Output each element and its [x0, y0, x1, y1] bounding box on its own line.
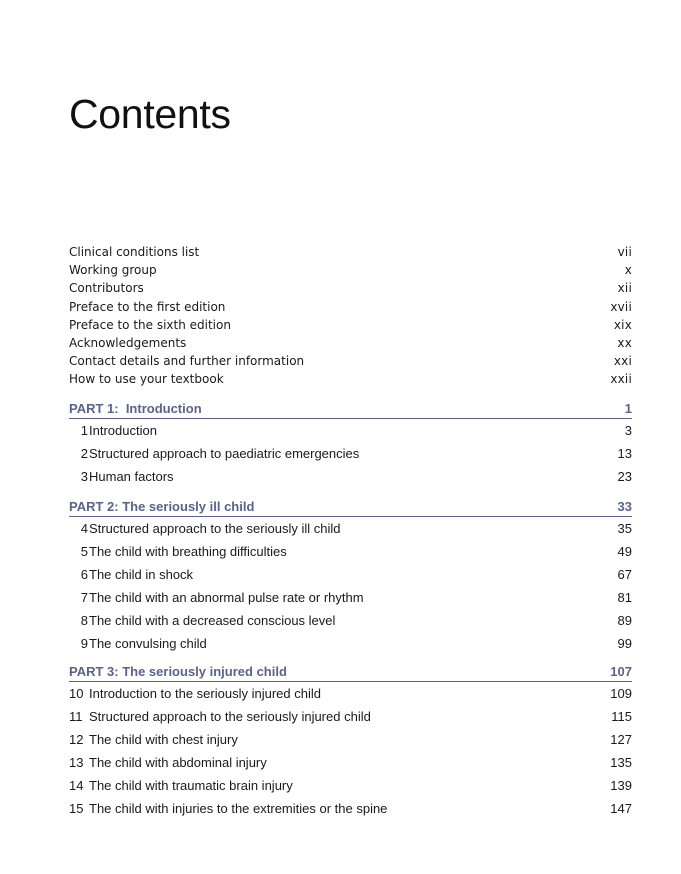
chapter-page: 109: [610, 686, 632, 701]
part-heading[interactable]: [69, 398, 632, 419]
front-matter-item[interactable]: [69, 243, 632, 261]
front-matter-page: xix: [613, 317, 632, 332]
chapter-page: 115: [611, 709, 632, 724]
front-matter-item[interactable]: [69, 261, 632, 279]
chapter-title: The child with an abnormal pulse rate or rhythm: [89, 590, 364, 605]
chapter-title: Human factors: [89, 469, 174, 484]
front-matter-page: xii: [617, 281, 632, 296]
front-matter-label: Clinical conditions list: [69, 245, 200, 259]
chapter-title: The child with breathing difficulties: [89, 544, 287, 559]
chapter-page: 139: [610, 778, 632, 793]
front-matter-page: xxii: [610, 372, 632, 387]
front-matter-label: How to use your textbook: [69, 372, 224, 387]
part-heading-label: PART 2: The seriously ill child: [69, 499, 255, 514]
chapter-number: 1: [80, 423, 88, 438]
part-1-section: [69, 398, 632, 488]
chapter-item[interactable]: [69, 751, 632, 774]
chapter-page: 49: [617, 544, 632, 559]
chapter-number: 4: [80, 521, 88, 536]
chapter-title: Structured approach to the seriously injured child: [89, 709, 371, 724]
chapter-title: Introduction: [89, 423, 157, 438]
chapter-item[interactable]: [69, 563, 632, 586]
chapter-item[interactable]: [69, 517, 632, 540]
chapter-item[interactable]: [69, 465, 632, 488]
part-heading[interactable]: [69, 496, 632, 517]
chapter-number: 6: [80, 567, 88, 582]
chapter-item[interactable]: [69, 682, 632, 705]
chapter-title: The convulsing child: [89, 636, 207, 651]
chapter-page: 127: [610, 732, 632, 747]
chapter-number: 14: [69, 778, 84, 793]
part-3-section: [69, 661, 632, 820]
chapter-item[interactable]: [69, 632, 632, 655]
front-matter-label: Contact details and further information: [69, 354, 305, 369]
part-heading-label: PART 1: Introduction: [69, 401, 202, 416]
front-matter-list: [69, 243, 632, 389]
chapter-number: 10: [69, 686, 84, 701]
chapter-item[interactable]: [69, 540, 632, 563]
chapter-item[interactable]: [69, 797, 632, 820]
chapter-page: 135: [610, 755, 632, 770]
chapter-page: 147: [610, 801, 632, 816]
part-2-section: [69, 496, 632, 655]
chapter-number: 8: [80, 613, 88, 628]
front-matter-label: Working group: [69, 263, 157, 278]
front-matter-item[interactable]: [69, 352, 632, 370]
chapter-title: The child with chest injury: [89, 732, 238, 747]
chapter-title: The child with injuries to the extremities or the spine: [89, 801, 388, 816]
part-heading-label: PART 3: The seriously injured child: [69, 664, 287, 679]
front-matter-item[interactable]: [69, 316, 632, 334]
front-matter-item[interactable]: [69, 298, 632, 316]
part-heading-page: 1: [624, 401, 632, 416]
chapter-page: 13: [617, 446, 632, 461]
chapter-number: 9: [80, 636, 88, 651]
chapter-page: 23: [617, 469, 632, 484]
front-matter-label: Acknowledgements: [69, 335, 187, 350]
chapter-title: The child with traumatic brain injury: [89, 778, 293, 793]
chapter-number: 15: [69, 801, 84, 816]
front-matter-label: Preface to the first edition: [69, 299, 226, 314]
front-matter-item[interactable]: [69, 279, 632, 297]
chapter-page: 81: [617, 590, 632, 605]
front-matter-page: xxi: [613, 354, 632, 369]
chapter-page: 89: [617, 613, 632, 628]
chapter-item[interactable]: [69, 442, 632, 465]
chapter-number: 12: [69, 732, 84, 747]
front-matter-item[interactable]: [69, 370, 632, 388]
front-matter-page: x: [624, 263, 632, 278]
part-heading[interactable]: [69, 661, 632, 682]
front-matter-item[interactable]: [69, 334, 632, 352]
chapter-item[interactable]: [69, 419, 632, 442]
chapter-number: 13: [69, 755, 84, 770]
chapter-title: Structured approach to the seriously ill child: [89, 521, 341, 536]
front-matter-label: Contributors: [69, 281, 144, 296]
chapter-number: 11: [69, 709, 83, 724]
chapter-item[interactable]: [69, 586, 632, 609]
chapter-number: 2: [80, 446, 88, 461]
front-matter-page: xx: [617, 335, 632, 350]
chapter-number: 3: [80, 469, 88, 484]
chapter-item[interactable]: [69, 609, 632, 632]
chapter-item[interactable]: [69, 728, 632, 751]
chapter-title: Introduction to the seriously injured child: [89, 686, 321, 701]
chapter-title: The child with abdominal injury: [89, 755, 267, 770]
front-matter-label: Preface to the sixth edition: [69, 317, 231, 332]
chapter-number: 5: [80, 544, 88, 559]
front-matter-page: vii: [617, 245, 632, 259]
chapter-page: 99: [617, 636, 632, 651]
page-title: Contents: [69, 91, 231, 137]
chapter-page: 67: [617, 567, 632, 582]
chapter-title: The child with a decreased conscious level: [89, 613, 336, 628]
front-matter-page: xvii: [610, 299, 632, 314]
part-heading-page: 33: [617, 499, 632, 514]
chapter-title: Structured approach to paediatric emergencies: [89, 446, 360, 461]
chapter-number: 7: [80, 590, 88, 605]
chapter-page: 35: [617, 521, 632, 536]
chapter-item[interactable]: [69, 774, 632, 797]
part-heading-page: 107: [610, 664, 632, 679]
chapter-title: The child in shock: [89, 567, 194, 582]
chapter-page: 3: [624, 423, 632, 438]
chapter-item[interactable]: [69, 705, 632, 728]
